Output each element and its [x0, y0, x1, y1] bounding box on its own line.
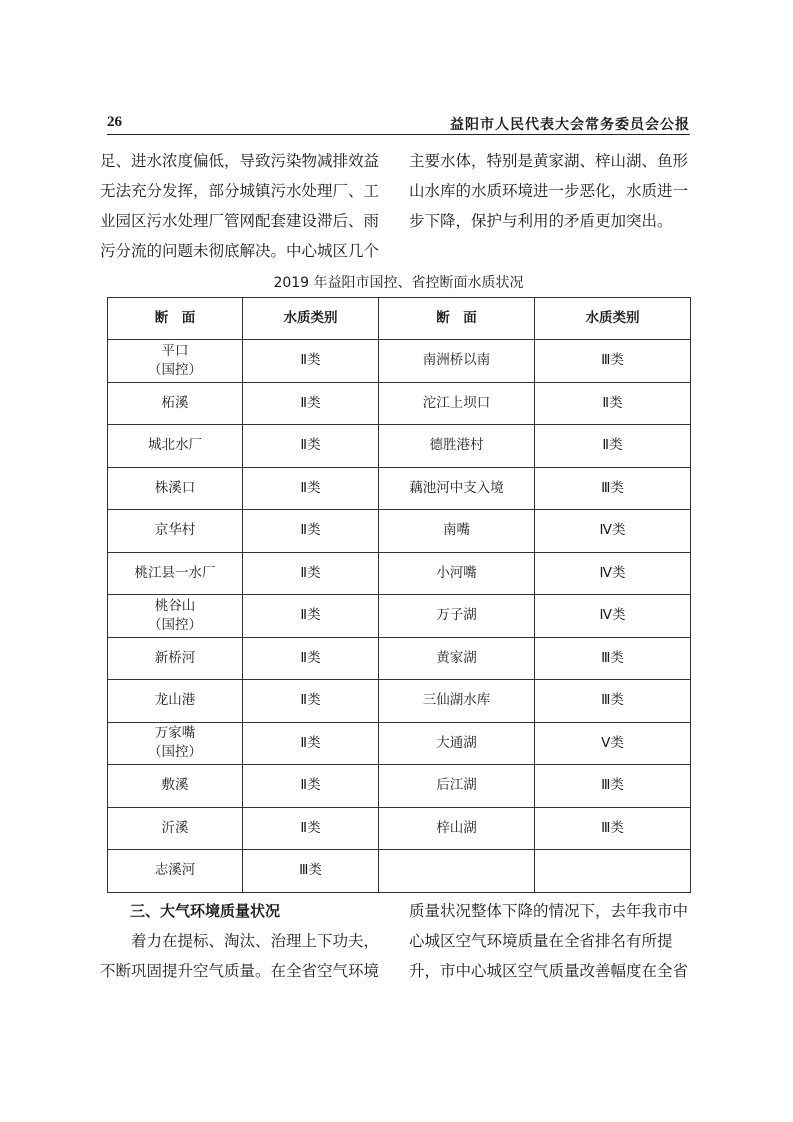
water-quality-table — [107, 297, 691, 893]
quality-class-cell: Ⅱ类 — [535, 382, 691, 425]
station-cell: 柘溪 — [108, 382, 243, 425]
header-station: 断 面 — [379, 298, 535, 340]
table-row — [108, 467, 691, 510]
quality-class-cell: Ⅳ类 — [535, 510, 691, 553]
table-row — [108, 425, 691, 468]
quality-class-cell: Ⅳ类 — [535, 595, 691, 638]
station-cell: 株溪口 — [108, 467, 243, 510]
quality-class-cell: Ⅱ类 — [243, 680, 379, 723]
table-row — [108, 340, 691, 383]
quality-class-cell: Ⅱ类 — [243, 425, 379, 468]
quality-class-cell: Ⅱ类 — [243, 510, 379, 553]
quality-class-cell: Ⅲ类 — [535, 765, 691, 808]
quality-class-cell: Ⅳ类 — [535, 552, 691, 595]
paragraph-continuation-left: 足、进水浓度偏低，导致污染物减排效益无法充分发挥，部分城镇污水处理厂、工业园区污水处理厂管网配套建设滞后、雨污分流的问题未彻底解决。中心城区几个 — [100, 152, 380, 260]
station-cell — [379, 850, 535, 893]
quality-class-cell: Ⅴ类 — [535, 722, 691, 765]
quality-class-cell: Ⅱ类 — [243, 595, 379, 638]
body-left-column-bottom — [100, 896, 385, 986]
quality-class-cell: Ⅱ类 — [243, 765, 379, 808]
station-cell: 龙山港 — [108, 680, 243, 723]
station-cell: 新桥河 — [108, 637, 243, 680]
table-row — [108, 680, 691, 723]
page-number: 26 — [107, 114, 122, 130]
quality-class-cell: Ⅱ类 — [243, 807, 379, 850]
paragraph-left: 着力在提标、淘汰、治理上下功夫，不断巩固提升空气质量。在全省空气环境 — [100, 932, 380, 980]
table-row — [108, 382, 691, 425]
station-cell: 后江湖 — [379, 765, 535, 808]
paragraph-right: 质量状况整体下降的情况下，去年我市中心城区空气环境质量在全省排名有所提升，市中心城区空气质量改善幅度在全省 — [409, 902, 689, 980]
station-cell: 梓山湖 — [379, 807, 535, 850]
table-header-row — [108, 298, 691, 340]
station-cell: 德胜港村 — [379, 425, 535, 468]
body-right-column-bottom — [409, 896, 699, 986]
station-cell: 黄家湖 — [379, 637, 535, 680]
table-row — [108, 637, 691, 680]
quality-class-cell: Ⅲ类 — [535, 467, 691, 510]
table-row — [108, 510, 691, 553]
quality-class-cell: Ⅲ类 — [535, 680, 691, 723]
station-cell: 京华村 — [108, 510, 243, 553]
station-cell: 南嘴 — [379, 510, 535, 553]
table-row — [108, 595, 691, 638]
header-quality-class: 水质类别 — [535, 298, 691, 340]
station-cell: 桃谷山 （国控） — [108, 595, 243, 638]
station-cell: 志溪河 — [108, 850, 243, 893]
station-cell: 三仙湖水库 — [379, 680, 535, 723]
table-row — [108, 850, 691, 893]
header-station: 断 面 — [108, 298, 243, 340]
journal-title: 益阳市人民代表大会常务委员会公报 — [450, 117, 690, 133]
station-cell: 敷溪 — [108, 765, 243, 808]
table-row — [108, 765, 691, 808]
quality-class-cell: Ⅱ类 — [243, 552, 379, 595]
table-row — [108, 807, 691, 850]
section-heading: 三、大气环境质量状况 — [130, 902, 281, 920]
quality-class-cell: Ⅱ类 — [243, 382, 379, 425]
table-row — [108, 722, 691, 765]
quality-class-cell: Ⅱ类 — [243, 340, 379, 383]
station-cell: 藕池河中支入境 — [379, 467, 535, 510]
station-cell: 大通湖 — [379, 722, 535, 765]
body-left-column-top — [100, 146, 385, 266]
quality-class-cell: Ⅲ类 — [535, 807, 691, 850]
table-title: 2019 年益阳市国控、省控断面水质状况 — [273, 275, 524, 291]
quality-class-cell: Ⅱ类 — [243, 467, 379, 510]
station-cell: 南洲桥以南 — [379, 340, 535, 383]
table-row — [108, 552, 691, 595]
quality-class-cell: Ⅲ类 — [535, 637, 691, 680]
body-right-column-top — [409, 146, 699, 236]
station-cell: 平口 （国控） — [108, 340, 243, 383]
paragraph-continuation-right: 主要水体，特别是黄家湖、梓山湖、鱼形山水库的水质环境进一步恶化，水质进一步下降，保护与利用的矛盾更加突出。 — [409, 152, 689, 230]
page-header — [107, 112, 690, 135]
quality-class-cell: Ⅱ类 — [535, 425, 691, 468]
quality-class-cell: Ⅱ类 — [243, 637, 379, 680]
quality-class-cell: Ⅲ类 — [243, 850, 379, 893]
header-quality-class: 水质类别 — [243, 298, 379, 340]
quality-class-cell: Ⅲ类 — [535, 340, 691, 383]
quality-class-cell — [535, 850, 691, 893]
station-cell: 沱江上坝口 — [379, 382, 535, 425]
station-cell: 小河嘴 — [379, 552, 535, 595]
station-cell: 桃江县一水厂 — [108, 552, 243, 595]
station-cell: 万家嘴 （国控） — [108, 722, 243, 765]
quality-class-cell: Ⅱ类 — [243, 722, 379, 765]
station-cell: 城北水厂 — [108, 425, 243, 468]
station-cell: 沂溪 — [108, 807, 243, 850]
station-cell: 万子湖 — [379, 595, 535, 638]
